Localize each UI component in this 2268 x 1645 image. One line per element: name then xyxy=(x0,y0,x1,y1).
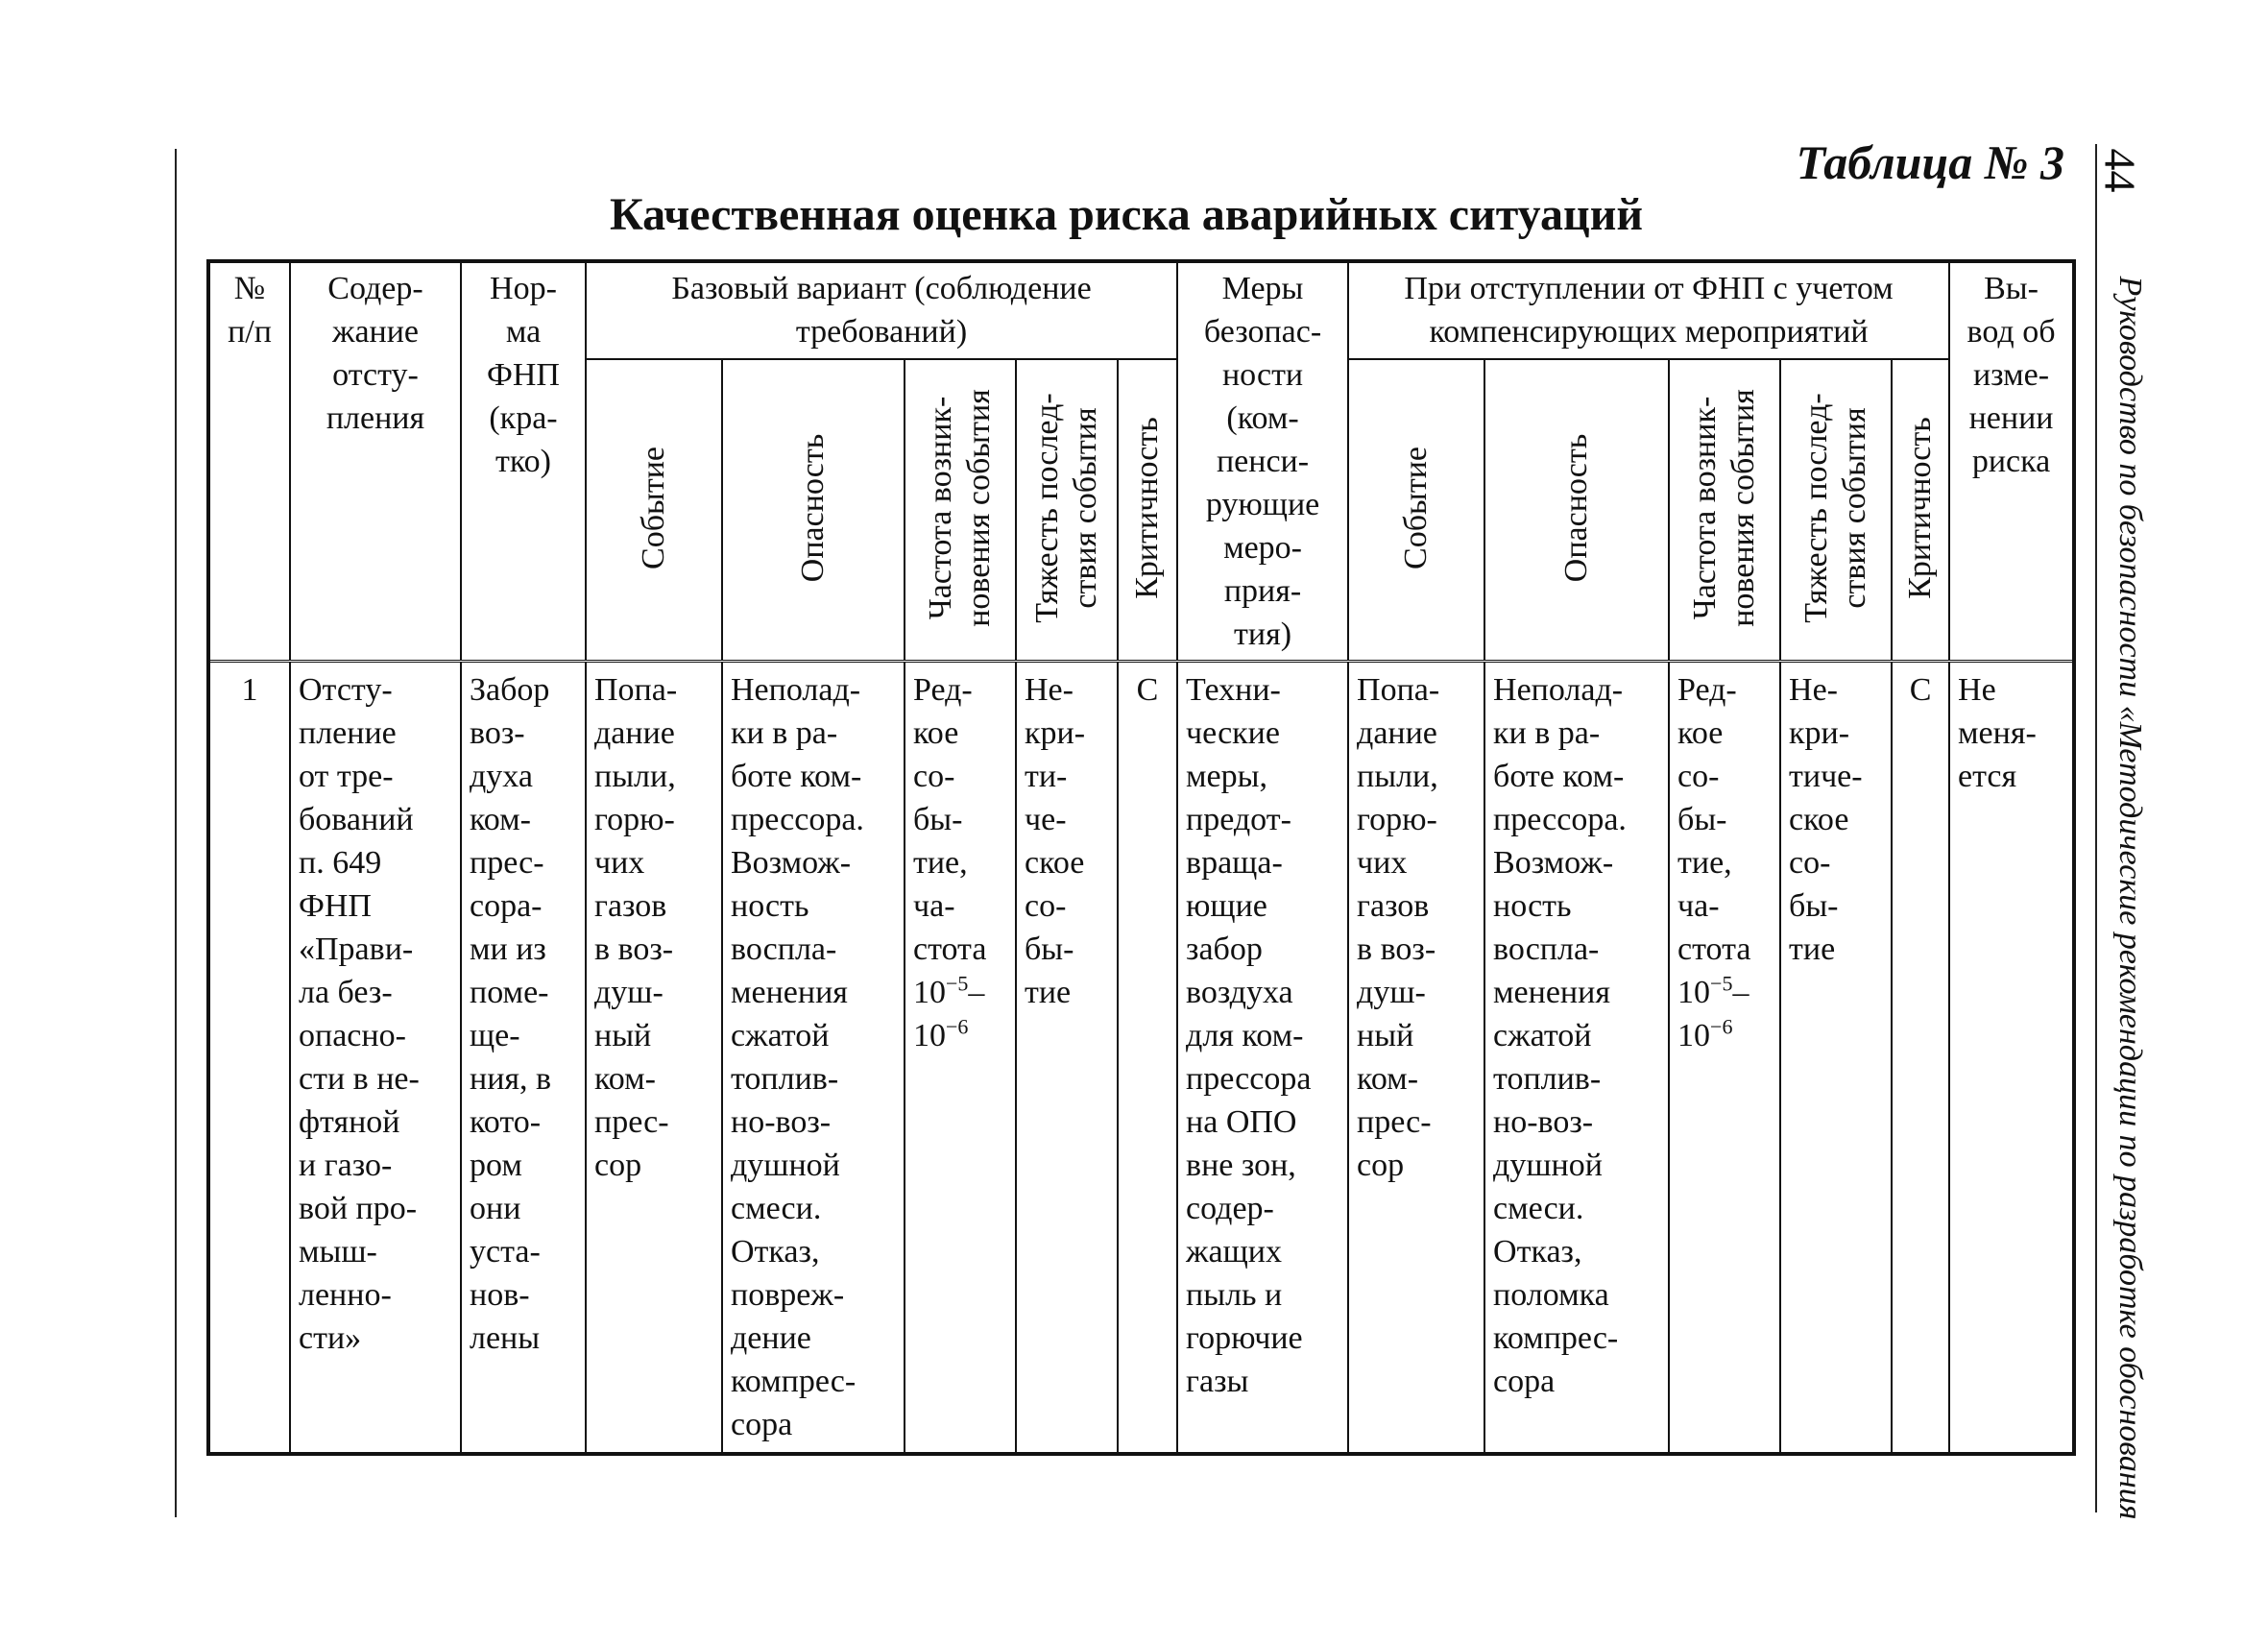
dev-frequency-label-2: новения события xyxy=(1725,389,1762,628)
running-head-text: Руководство по безопасности «Методические рекомендации по разработке обоснования xyxy=(2112,276,2148,1520)
col-header-base-frequency xyxy=(905,359,1016,661)
base-criticality-label: Критичность xyxy=(1129,417,1166,599)
dev-criticality-label: Критичность xyxy=(1902,417,1939,599)
col-group-base-variant: Базовый вариант (соблюдение требований) xyxy=(586,261,1177,359)
cell-num: 1 xyxy=(208,662,290,1455)
dev-frequency-sup-b: −6 xyxy=(1710,1014,1733,1039)
page-margin-rule-left xyxy=(175,149,177,1517)
cell-dev-danger: Неполад- ки в ра- боте ком- прессора. Возмож- ность воспла- менения сжатой топлив- но-воз- душной смеси. Отказ, поломка компрес- сора xyxy=(1484,662,1669,1455)
dev-event-label: Событие xyxy=(1398,447,1435,570)
dev-frequency-dash: – xyxy=(1732,975,1749,1010)
dev-frequency-label-1: Частота возник- xyxy=(1687,396,1724,620)
cell-base-frequency xyxy=(905,662,1016,1455)
table-label: Таблица № 3 xyxy=(1796,135,2064,189)
col-header-dev-severity xyxy=(1780,359,1892,661)
cell-dev-frequency xyxy=(1669,662,1780,1455)
col-header-dev-criticality xyxy=(1892,359,1949,661)
col-header-num: № п/п xyxy=(208,261,290,662)
base-severity-label xyxy=(1028,394,1105,623)
col-header-norm: Нор- ма ФНП (кра- тко) xyxy=(461,261,586,662)
dev-severity-label xyxy=(1798,394,1874,623)
dev-frequency-sup-a: −5 xyxy=(1710,971,1733,996)
col-header-measures: Меры безопас- ности (ком- пенси- рующие меро- прия- тия) xyxy=(1177,261,1348,662)
page-number: 44 xyxy=(2095,148,2145,193)
base-frequency-label-2: новения события xyxy=(961,389,997,628)
risk-assessment-table xyxy=(206,259,2076,1456)
page-title-text: Качественная оценка риска аварийных ситуаций xyxy=(609,189,1644,240)
dev-severity-label-1: Тяжесть послед- xyxy=(1798,393,1835,623)
dev-frequency-text: Ред- кое со- бы- тие, ча- стота xyxy=(1677,672,1751,967)
col-header-content: Содер- жание отсту- пления xyxy=(290,261,461,662)
cell-dev-severity: Не- кри- тиче- ское со- бы- тие xyxy=(1780,662,1892,1455)
cell-base-danger: Неполад- ки в ра- боте ком- прессора. Возмож- ность воспла- менения сжатой топлив- но-воз- душной смеси. Отказ, повреж- дение компрес- сора xyxy=(722,662,905,1455)
cell-dev-criticality: С xyxy=(1892,662,1949,1455)
base-frequency-sup-b: −6 xyxy=(946,1014,969,1039)
col-header-dev-event xyxy=(1348,359,1484,661)
base-frequency-sup-a: −5 xyxy=(946,971,969,996)
col-header-base-danger xyxy=(722,359,905,661)
cell-dev-event: Попа- дание пыли, горю- чих газов в воз- душ- ный ком- прес- сор xyxy=(1348,662,1484,1455)
cell-base-event: Попа- дание пыли, горю- чих газов в воз- душ- ный ком- прес- сор xyxy=(586,662,722,1455)
page-margin-rule-right xyxy=(2095,144,2097,1512)
cell-measures: Техни- ческие меры, предот- враща- ющие забор воздуха для ком- прессора на ОПО вне зон, содер- жащих пыль и горючие газы xyxy=(1177,662,1348,1455)
col-group-deviation: При отступлении от ФНП с учетом компенсирующих мероприятий xyxy=(1348,261,1949,359)
col-header-conclusion: Вы- вод об изме- нении риска xyxy=(1949,261,2074,662)
col-header-base-severity xyxy=(1016,359,1118,661)
base-severity-label-1: Тяжесть послед- xyxy=(1029,393,1065,623)
header-row-1 xyxy=(208,261,2074,359)
base-danger-label: Опасность xyxy=(795,434,831,583)
base-event-label: Событие xyxy=(636,447,671,570)
base-frequency-value-b: 10 xyxy=(913,1018,946,1053)
dev-frequency-value-a: 10 xyxy=(1677,975,1711,1010)
col-header-dev-frequency xyxy=(1669,359,1780,661)
cell-base-severity: Не- кри- ти- че- ское со- бы- тие xyxy=(1016,662,1118,1455)
base-frequency-text: Ред- кое со- бы- тие, ча- стота xyxy=(913,672,987,967)
dev-danger-label: Опасность xyxy=(1558,434,1595,583)
base-severity-label-2: ствия события xyxy=(1068,407,1103,609)
cell-content: Отсту- пление от тре- бований п. 649 ФНП «Прави- ла без- опасно- сти в не- фтяной и газо- вой про- мыш- ленно- сти» xyxy=(290,662,461,1455)
col-header-dev-danger xyxy=(1484,359,1669,661)
cell-conclusion: Не меня- ется xyxy=(1949,662,2074,1455)
page-title xyxy=(0,188,2268,241)
col-header-base-criticality xyxy=(1118,359,1177,661)
col-header-base-event xyxy=(586,359,722,661)
cell-base-criticality: С xyxy=(1118,662,1177,1455)
base-frequency-label xyxy=(922,389,999,627)
base-frequency-value-a: 10 xyxy=(913,975,946,1010)
dev-frequency-label xyxy=(1686,389,1763,627)
table-row xyxy=(208,662,2074,1455)
cell-norm: Забор воз- духа ком- прес- сора- ми из поме- ще- ния, в кото- ром они уста- нов- лены xyxy=(461,662,586,1455)
base-frequency-label-1: Частота возник- xyxy=(923,396,958,620)
dev-severity-label-2: ствия события xyxy=(1837,407,1873,609)
running-head xyxy=(2111,276,2149,1520)
base-frequency-dash: – xyxy=(968,975,985,1010)
dev-frequency-value-b: 10 xyxy=(1677,1018,1711,1053)
